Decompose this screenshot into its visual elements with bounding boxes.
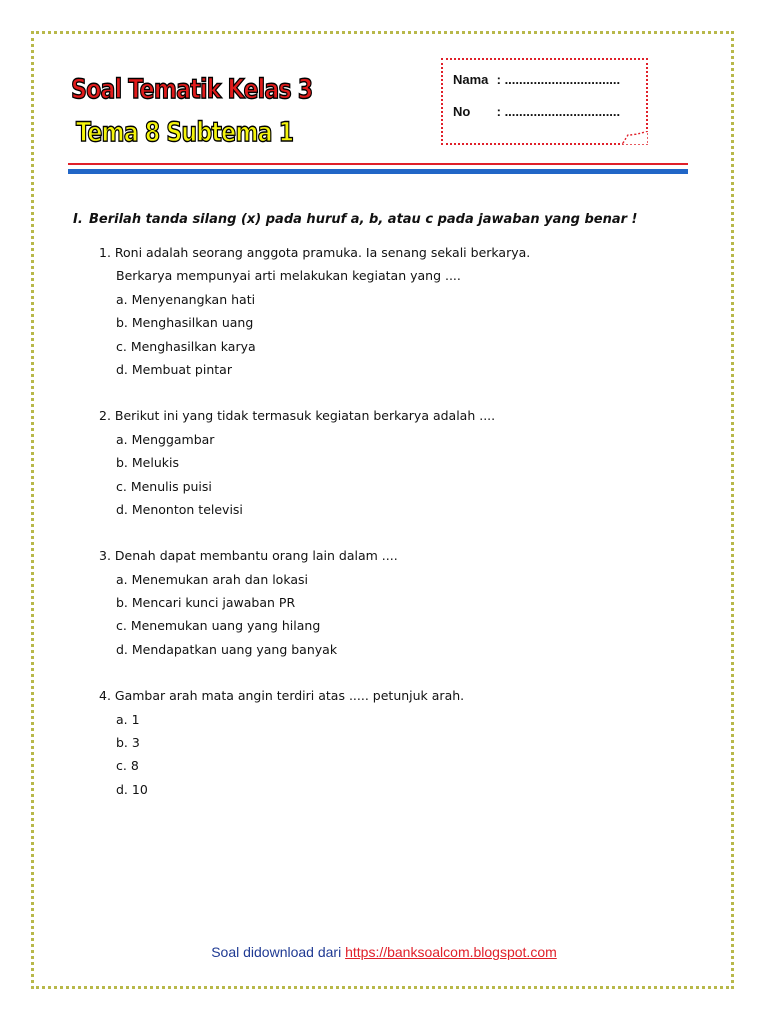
- answer-option-d[interactable]: d. Mendapatkan uang yang banyak: [116, 641, 338, 657]
- question-list: [99, 241, 699, 824]
- answer-option-c[interactable]: c. Menghasilkan karya: [116, 338, 256, 354]
- answer-option-b[interactable]: b. 3: [116, 735, 140, 751]
- question-4: [99, 684, 699, 801]
- header-rule-blue: [68, 169, 688, 174]
- question-3: [99, 544, 699, 661]
- section-instruction: [73, 212, 637, 227]
- answer-option-d[interactable]: d. Membuat pintar: [116, 361, 232, 377]
- answer-option-c[interactable]: c. Menulis puisi: [116, 478, 212, 494]
- no-field[interactable]: : ................................: [496, 104, 621, 119]
- answer-option-d[interactable]: d. 10: [116, 781, 148, 797]
- header-rule-red: [68, 163, 688, 165]
- answer-option-c[interactable]: c. Menemukan uang yang hilang: [116, 618, 321, 634]
- question-text: 1. Roni adalah seorang anggota pramuka. Ia senang sekali berkarya.: [99, 245, 531, 260]
- title-line-1: Soal Tematik Kelas 3: [71, 74, 313, 105]
- answer-option-a[interactable]: a. 1: [116, 711, 140, 727]
- question-1: [99, 241, 699, 381]
- answer-option-d[interactable]: d. Menonton televisi: [116, 501, 243, 517]
- footer: [0, 944, 768, 960]
- nama-label: Nama: [453, 72, 489, 87]
- footer-text: Soal didownload dari: [211, 944, 342, 960]
- student-info-box: [441, 58, 648, 145]
- question-text: Berkarya mempunyai arti melakukan kegiatan yang ....: [116, 268, 461, 284]
- question-text: 4. Gambar arah mata angin terdiri atas ..... petunjuk arah.: [99, 688, 465, 704]
- answer-option-b[interactable]: b. Menghasilkan uang: [116, 315, 254, 331]
- answer-option-a[interactable]: a. Menyenangkan hati: [116, 291, 256, 307]
- section-number: I.: [73, 212, 83, 227]
- question-text: 3. Denah dapat membantu orang lain dalam ....: [99, 548, 398, 564]
- nama-row: [453, 72, 620, 87]
- question-2: [99, 404, 699, 521]
- answer-option-c[interactable]: c. 8: [116, 758, 139, 774]
- footer-link[interactable]: https://banksoalcom.blogspot.com: [345, 944, 557, 960]
- no-label: No: [453, 104, 471, 119]
- answer-option-a[interactable]: a. Menemukan arah dan lokasi: [116, 571, 308, 587]
- nama-field[interactable]: : ................................: [496, 72, 621, 87]
- answer-option-a[interactable]: a. Menggambar: [116, 431, 215, 447]
- no-row: [453, 104, 620, 119]
- answer-option-b[interactable]: b. Mencari kunci jawaban PR: [116, 595, 296, 611]
- title-line-2: Tema 8 Subtema 1: [76, 117, 294, 148]
- answer-option-b[interactable]: b. Melukis: [116, 455, 179, 471]
- instruction-text: Berilah tanda silang (x) pada huruf a, b, atau c pada jawaban yang benar !: [89, 212, 638, 227]
- page-curl-icon: [622, 131, 648, 145]
- question-text: 2. Berikut ini yang tidak termasuk kegiatan berkarya adalah ....: [99, 408, 496, 424]
